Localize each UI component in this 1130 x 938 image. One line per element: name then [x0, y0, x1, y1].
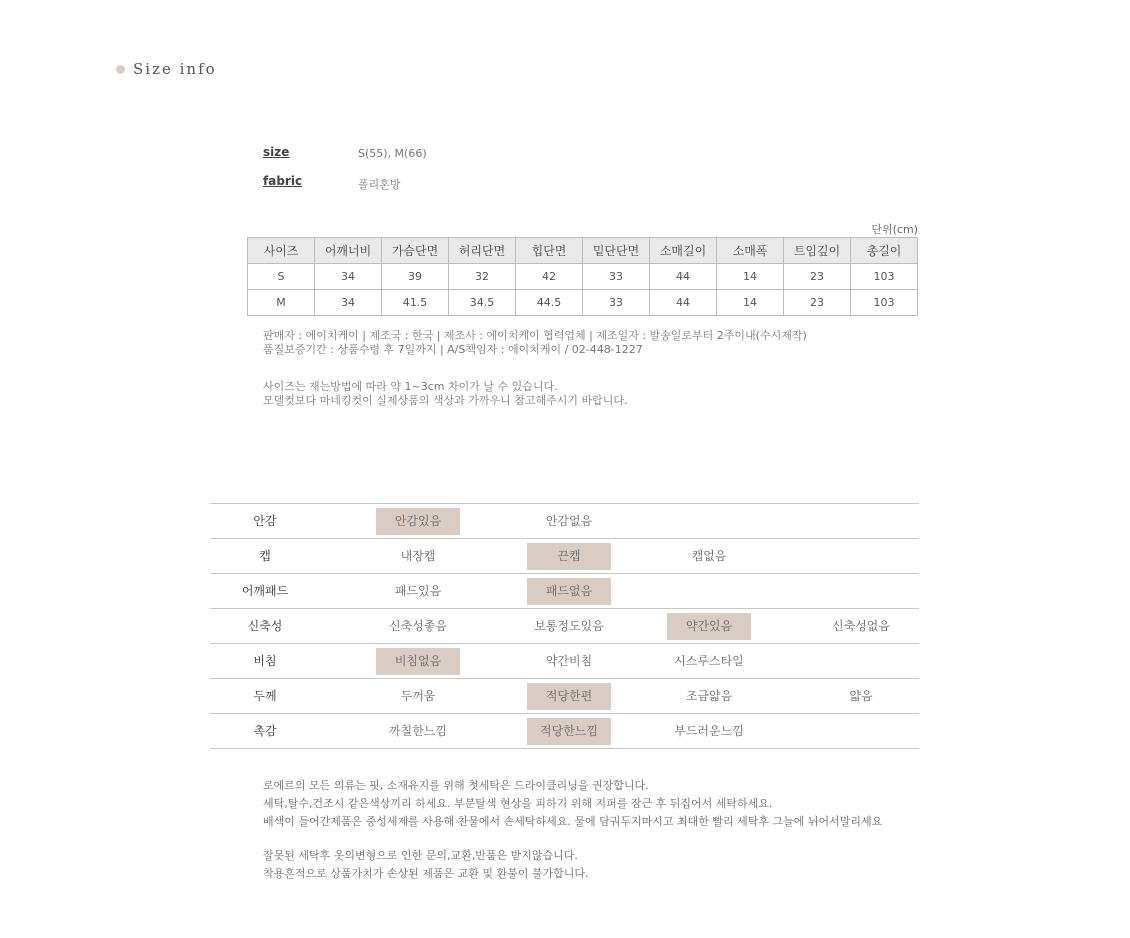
size-table — [247, 237, 918, 316]
header-cell: 총길이 — [851, 238, 918, 264]
bullet-dot-icon — [116, 65, 125, 74]
section-title-text: Size info — [133, 60, 217, 78]
table-cell: 39 — [382, 264, 449, 290]
attribute-option: 캡없음 — [691, 549, 727, 563]
size-table-header-row — [248, 238, 918, 264]
table-cell: 14 — [717, 290, 784, 316]
header-cell: 사이즈 — [248, 238, 315, 264]
size-note-line: 사이즈는 재는방법에 따라 약 1~3cm 차이가 날 수 있습니다. — [263, 380, 558, 393]
warranty-info-line: 품질보증기간 : 상품수령 후 7일까지 | A/S책임자 : 에이치케이 / 02-448-1227 — [263, 343, 643, 356]
attribute-option: 까칠한느낌 — [389, 724, 447, 738]
table-cell: S — [248, 264, 315, 290]
attribute-option: 약간비침 — [545, 654, 593, 668]
unit-label: 단위(cm) — [871, 223, 918, 236]
table-cell: 103 — [851, 290, 918, 316]
header-cell: 소매길이 — [650, 238, 717, 264]
care-note-line: 배색이 들어간제품은 중성세제를 사용해 찬물에서 손세탁하세요. 물에 담궈두지마시고 최대한 빨리 세탁후 그늘에 뉘어서말리세요 — [263, 815, 883, 828]
header-cell: 어깨너비 — [315, 238, 382, 264]
attribute-row — [210, 643, 919, 678]
table-cell: 41.5 — [382, 290, 449, 316]
table-cell: 23 — [784, 264, 851, 290]
attribute-label: 안감 — [253, 514, 277, 528]
table-cell: 42 — [516, 264, 583, 290]
attribute-option: 얇음 — [849, 689, 873, 703]
attribute-label: 캡 — [259, 549, 271, 563]
header-cell: 허리단면 — [449, 238, 516, 264]
header-cell: 소매폭 — [717, 238, 784, 264]
attribute-option: 조금얇음 — [685, 689, 733, 703]
header-cell: 밑단단면 — [583, 238, 650, 264]
table-row — [248, 264, 918, 290]
table-cell: M — [248, 290, 315, 316]
table-cell: 14 — [717, 264, 784, 290]
attribute-option: 신축성없음 — [832, 619, 890, 633]
attribute-option: 안감없음 — [545, 514, 593, 528]
table-cell: 32 — [449, 264, 516, 290]
attribute-row — [210, 608, 919, 643]
attribute-label: 촉감 — [253, 724, 277, 738]
attribute-label: 어깨패드 — [241, 584, 289, 598]
attribute-option: 두꺼움 — [400, 689, 436, 703]
table-cell: 34.5 — [449, 290, 516, 316]
table-cell: 103 — [851, 264, 918, 290]
table-cell: 44 — [650, 290, 717, 316]
attribute-option-selected: 패드없음 — [527, 578, 611, 605]
header-cell: 트임깊이 — [784, 238, 851, 264]
attribute-option: 패드있음 — [394, 584, 442, 598]
return-note-line: 착용흔적으로 상품가치가 손상된 제품은 교환 및 환불이 불가합니다. — [263, 867, 589, 880]
attribute-option: 부드러운느낌 — [674, 724, 744, 738]
table-row — [248, 290, 918, 316]
attribute-option: 내장캡 — [400, 549, 436, 563]
return-note-line: 잘못된 세탁후 옷의변형으로 인한 문의,교환,반품은 받지않습니다. — [263, 849, 578, 862]
table-cell: 34 — [315, 290, 382, 316]
attribute-label: 신축성 — [247, 619, 283, 633]
fabric-value: 폴리혼방 — [358, 178, 401, 191]
attribute-option-selected: 비침없음 — [376, 648, 460, 675]
table-cell: 44 — [650, 264, 717, 290]
attribute-row — [210, 538, 919, 573]
attribute-row — [210, 678, 919, 713]
header-cell: 힙단면 — [516, 238, 583, 264]
attribute-option-selected: 안감있음 — [376, 508, 460, 535]
attribute-option: 신축성좋음 — [389, 619, 447, 633]
product-attributes-table — [210, 503, 919, 749]
attribute-label: 비침 — [253, 654, 277, 668]
attribute-row — [210, 503, 919, 538]
fabric-label: fabric — [263, 174, 303, 188]
attribute-option-selected: 끈캡 — [527, 543, 611, 570]
table-cell: 23 — [784, 290, 851, 316]
attribute-row — [210, 713, 919, 749]
header-cell: 가슴단면 — [382, 238, 449, 264]
attribute-option-selected: 약간있음 — [667, 613, 751, 640]
seller-info-line: 판매자 : 에이치케이 | 제조국 : 한국 | 제조사 : 에이치케이 협력업체 | 제조일자 : 발송일로부터 2주이내(수시제작) — [263, 329, 807, 342]
attribute-row — [210, 573, 919, 608]
attribute-option: 시스루스타일 — [674, 654, 744, 668]
size-label: size — [263, 145, 290, 159]
size-value: S(55), M(66) — [358, 147, 427, 160]
attribute-label: 두께 — [253, 689, 277, 703]
table-cell: 33 — [583, 264, 650, 290]
table-cell: 33 — [583, 290, 650, 316]
section-title — [116, 60, 217, 78]
care-note-line: 로에르의 모든 의류는 핏, 소재유지를 위해 첫세탁은 드라이클리닝을 권장합니다. — [263, 779, 649, 792]
attribute-option: 보통정도있음 — [534, 619, 604, 633]
table-cell: 34 — [315, 264, 382, 290]
attribute-option-selected: 적당한느낌 — [527, 718, 611, 745]
attribute-option-selected: 적당한편 — [527, 683, 611, 710]
care-note-line: 세탁,탈수,건조시 같은색상끼리 하세요. 부분탈색 현상을 피하기 위해 지퍼를 잠근 후 뒤집어서 세탁하세요. — [263, 797, 773, 810]
color-note-line: 모델컷보다 마네킹컷이 실제상품의 색상과 가까우니 참고해주시기 바랍니다. — [263, 394, 628, 407]
table-cell: 44.5 — [516, 290, 583, 316]
